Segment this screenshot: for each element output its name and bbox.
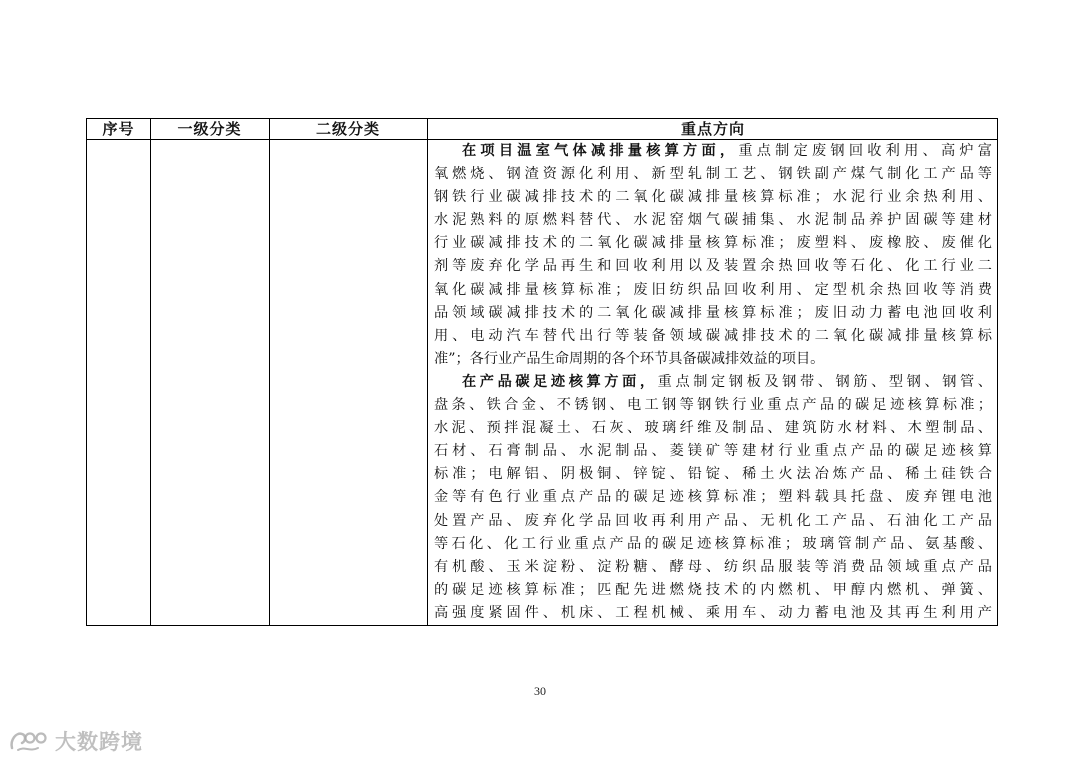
paragraph-line: 等石化、化工行业重点产品的碳足迹核算标准；玻璃管制产品、氨基酸、 — [434, 535, 992, 552]
paragraph-line: 氧化碳减排量核算标准；废旧纺织品回收利用、定型机余热回收等消费 — [434, 281, 992, 298]
paragraph-line: 剂等废弃化学品再生和回收利用以及装置余热回收等石化、化工行业二 — [434, 258, 992, 275]
header-serial-number: 序号 — [102, 120, 135, 138]
key-direction-cell — [434, 140, 992, 625]
column-divider — [269, 119, 270, 625]
paragraph-text: 重点制定废钢回收利用、高炉富 — [738, 143, 992, 159]
header-key-direction: 重点方向 — [680, 120, 745, 138]
paragraph-lead-carbon-footprint: 在产品碳足迹核算方面， — [462, 373, 658, 390]
paragraph-line: 水泥熟料的原燃料替代、水泥窑烟气碳捕集、水泥制品养护固碳等建材 — [434, 212, 992, 229]
paragraph-line: 石材、石膏制品、水泥制品、菱镁矿等建材行业重点产品的碳足迹核算 — [434, 443, 992, 460]
paragraph-line — [434, 371, 992, 394]
paragraph-line: 处置产品、废弃化学品回收再利用产品、无机化工产品、石油化工产品 — [434, 512, 992, 529]
header-secondary-category: 二级分类 — [315, 120, 380, 138]
watermark — [8, 726, 143, 756]
brand-logo-icon — [8, 728, 52, 754]
paragraph-line: 高强度紧固件、机床、工程机械、乘用车、动力蓄电池及其再生利用产 — [434, 604, 992, 621]
watermark-text: 大数跨境 — [55, 730, 143, 754]
paragraph-line: 的碳足迹核算标准；匹配先进燃烧技术的内燃机、甲醇内燃机、弹簧、 — [434, 581, 992, 598]
paragraph-line: 品领域碳减排技术的二氧化碳减排量核算标准；废旧动力蓄电池回收利 — [434, 304, 992, 321]
standards-table — [86, 118, 998, 626]
paragraph-line: 钢铁行业碳减排技术的二氧化碳减排量核算标准；水泥行业余热利用、 — [434, 189, 992, 206]
column-divider — [150, 119, 151, 625]
paragraph-line: 用、电动汽车替代出行等装备领域碳减排技术的二氧化碳减排量核算标 — [434, 327, 992, 344]
header-primary-category: 一级分类 — [177, 120, 242, 138]
paragraph-line: 氧燃烧、钢渣资源化利用、新型轧制工艺、钢铁副产煤气制化工产品等 — [434, 166, 992, 183]
paragraph-line: 水泥、预拌混凝土、石灰、玻璃纤维及制品、建筑防水材料、木塑制品、 — [434, 420, 992, 437]
paragraph-lead-ghg-reduction: 在项目温室气体减排量核算方面， — [462, 143, 739, 159]
paragraph-line: 盘条、铁合金、不锈钢、电工钢等钢铁行业重点产品的碳足迹核算标准； — [434, 397, 992, 414]
paragraph-line: 金等有色行业重点产品的碳足迹核算标准；塑料载具托盘、废弃锂电池 — [434, 489, 992, 506]
column-divider — [427, 119, 428, 625]
paragraph-text: 重点制定钢板及钢带、钢筋、型钢、钢管、 — [657, 373, 992, 390]
paragraph-line: 准”；各行业产品生命周期的各个环节具备碳减排效益的项目。 — [434, 350, 825, 367]
paragraph-line — [434, 140, 992, 163]
page-number: 30 — [534, 684, 546, 698]
paragraph-line: 有机酸、玉米淀粉、淀粉糖、酵母、纺织品服装等消费品领域重点产品 — [434, 558, 992, 575]
paragraph-line: 标准；电解铝、阴极铜、锌锭、铅锭、稀土火法冶炼产品、稀土硅铁合 — [434, 466, 992, 483]
paragraph-line: 行业碳减排技术的二氧化碳减排量核算标准；废塑料、废橡胶、废催化 — [434, 235, 992, 252]
